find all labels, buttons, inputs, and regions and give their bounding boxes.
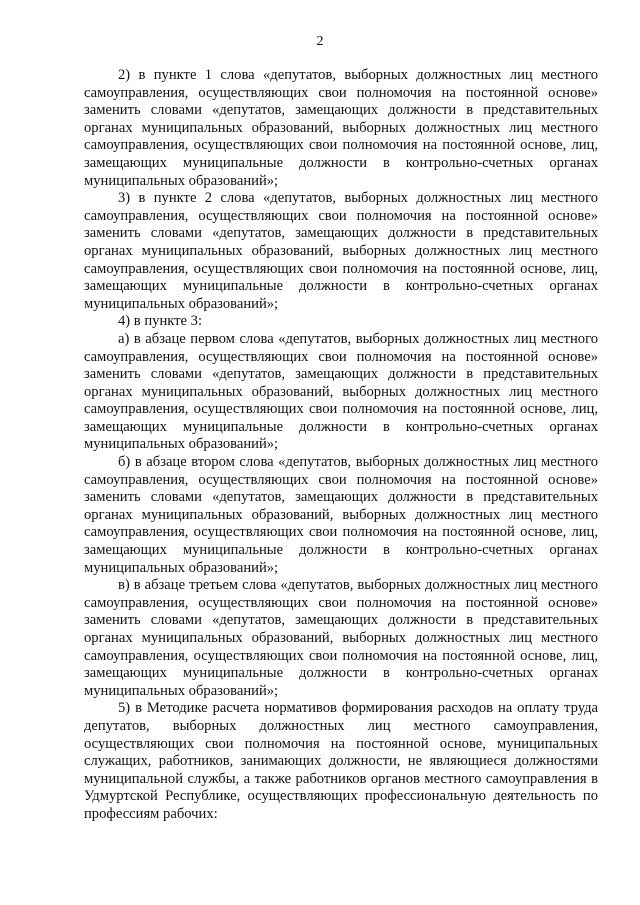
- paragraph-subitem-a: а) в абзаце первом слова «депутатов, выборных должностных лиц местного самоуправления, осуществляющих свои полномочия на постоянной основе» заменить словами «депутатов, замещающих должности в представительных органах муниципальных образований, выборных должностных лиц местного самоуправления, осуществляющих свои полномочия на постоянной основе, лиц, замещающих муниципальные должности в контрольно-счетных органах муниципальных образований»;: [84, 330, 598, 453]
- paragraph-item-3: 3) в пункте 2 слова «депутатов, выборных должностных лиц местного самоуправления, осуществляющих свои полномочия на постоянной основе» заменить словами «депутатов, замещающих должности в представительных органах муниципальных образований, выборных должностных лиц местного самоуправления, осуществляющих свои полномочия на постоянной основе, лиц, замещающих муниципальные должности в контрольно-счетных органах муниципальных образований»;: [84, 190, 598, 312]
- paragraph-item-4: 4) в пункте 3:: [118, 313, 203, 330]
- page-number: 2: [316, 34, 324, 49]
- document-body: [84, 67, 598, 824]
- paragraph-subitem-b: б) в абзаце втором слова «депутатов, выборных должностных лиц местного самоуправления, осуществляющих свои полномочия на постоянной основе» заменить словами «депутатов, замещающих должности в представительных органах муниципальных образований, выборных должностных лиц местного самоуправления, осуществляющих свои полномочия на постоянной основе, лиц, замещающих муниципальные должности в контрольно-счетных органах муниципальных образований»;: [84, 454, 598, 576]
- paragraph-item-5: 5) в Методике расчета нормативов формирования расходов на оплату труда депутатов, выборных должностных лиц местного самоуправления, осуществляющих свои полномочия на постоянной основе, муниципальных служащих, работников, занимающих должности, не являющиеся должностями муниципальной службы, а также работников органов местного самоуправления в Удмуртской Республике, осуществляющих профессиональную деятельность по профессиям рабочих:: [84, 700, 598, 822]
- paragraph-subitem-v: в) в абзаце третьем слова «депутатов, выборных должностных лиц местного самоуправления, осуществляющих свои полномочия на постоянной основе» заменить словами «депутатов, замещающих должности в представительных органах муниципальных образований, выборных должностных лиц местного самоуправления, осуществляющих свои полномочия на постоянной основе, лиц, замещающих муниципальные должности в контрольно-счетных органах муниципальных образований»;: [84, 577, 598, 699]
- paragraph-item-2: 2) в пункте 1 слова «депутатов, выборных должностных лиц местного самоуправления, осуществляющих свои полномочия на постоянной основе» заменить словами «депутатов, замещающих должности в представительных органах муниципальных образований, выборных должностных лиц местного самоуправления, осуществляющих свои полномочия на постоянной основе, лиц, замещающих муниципальные должности в контрольно-счетных органах муниципальных образований»;: [84, 67, 598, 189]
